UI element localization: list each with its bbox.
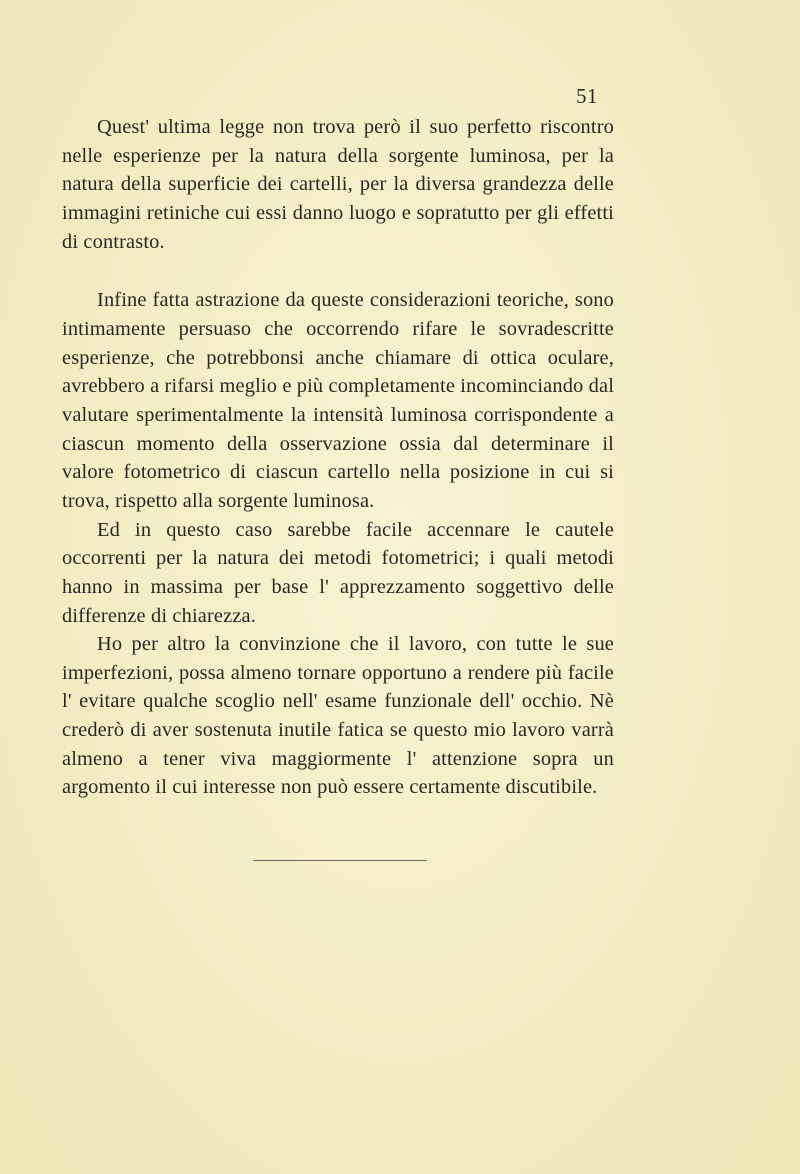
page-number: 51 (576, 84, 598, 108)
end-rule (253, 860, 427, 861)
paragraph-4: Ho per altro la convinzione che il lavoro, con tutte le sue imperfezioni, possa almeno tornare opportuno a rendere più facile l' evitare qualche scoglio nell' esame funzionale dell' occhio. Nè crederò di aver sostenuta inutile fatica se questo mio lavoro varrà almeno a tener viva maggiormente l' attenzione sopra un argomento il cui interesse non può essere certamente discutibile. (62, 633, 614, 799)
paragraph-2: Infine fatta astrazione da queste considerazioni teoriche, sono intimamente persuaso che occorrendo rifare le sovradescritte esperienze, che potrebbonsi anche chiamare di ottica oculare, avrebbero a rifarsi meglio e più completamente incominciando dal valutare sperimentalmente la intensità luminosa corrispondente a ciascun momento della osservazione ossia dal determinare il valore fotometrico di ciascun cartello nella posizione in cui si trova, rispetto alla sorgente luminosa. (62, 289, 615, 512)
body-text (62, 113, 614, 802)
paragraph-3: Ed in questo caso sarebbe facile accennare le cautele occorrenti per la natura dei metodi fotometrici; i quali metodi hanno in massima per base l' apprezzamento soggettivo delle differenze di chiarezza. (62, 518, 614, 627)
paragraph-1: Quest' ultima legge non trova però il suo perfetto riscontro nelle esperienze per la natura della sorgente luminosa, per la natura della superficie dei cartelli, per la diversa grandezza delle immagini retiniche cui essi danno luogo e sopratutto per gli effetti di contrasto. (62, 116, 614, 253)
